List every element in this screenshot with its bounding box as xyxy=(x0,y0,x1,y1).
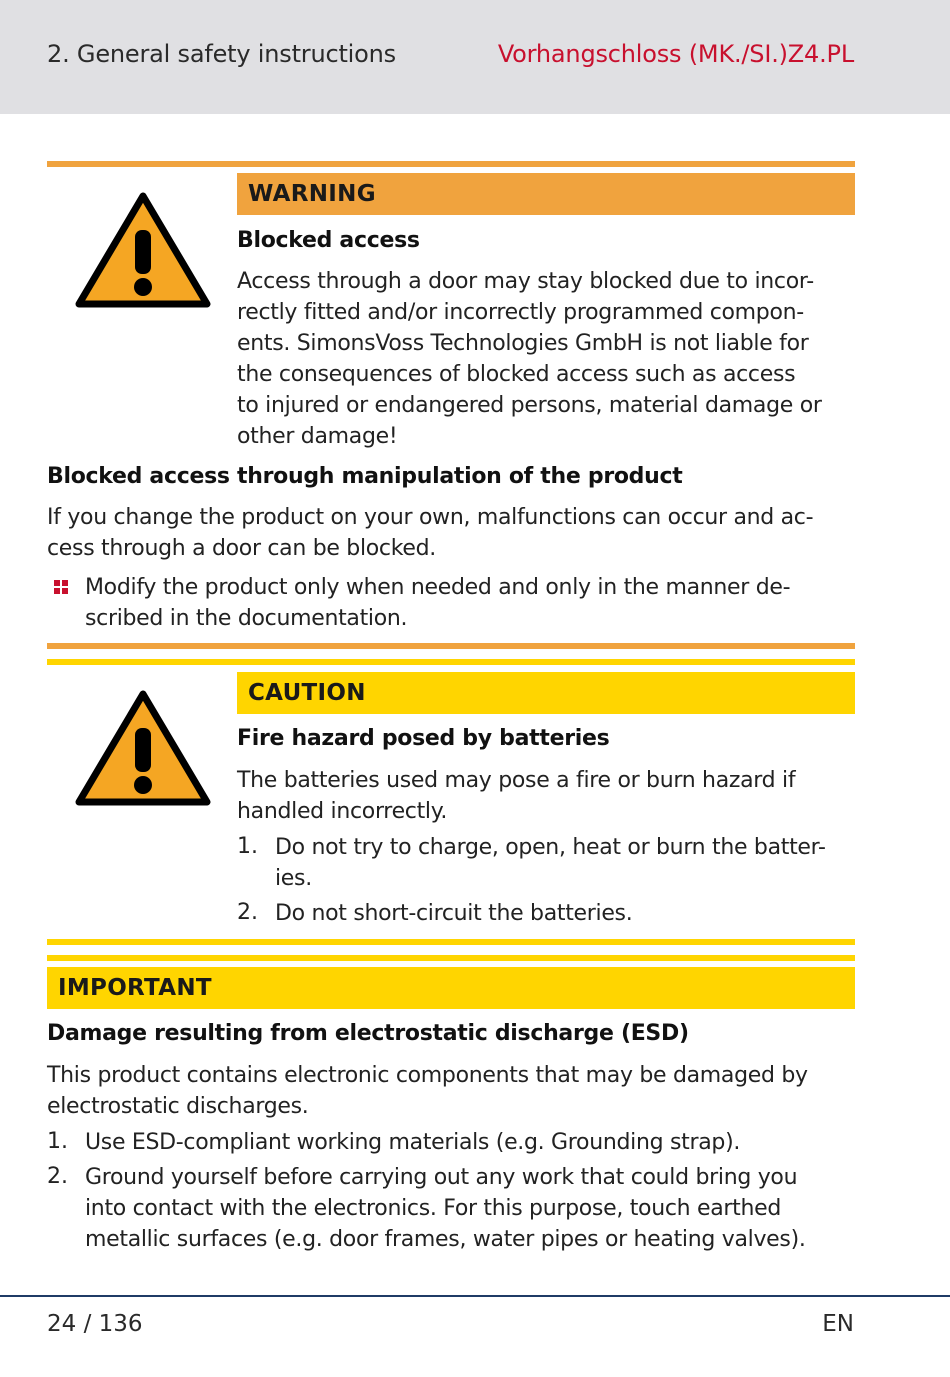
warning-title: Blocked access xyxy=(237,228,420,253)
warning-label: WARNING xyxy=(237,173,855,215)
warning-line: other damage! xyxy=(237,424,398,449)
bullet-line: scribed in the documentation. xyxy=(85,606,408,631)
caution-bottom-rule xyxy=(47,939,855,945)
warning-line: ents. SimonsVoss Technologies GmbH is not liable for xyxy=(237,331,809,356)
important-line: This product contains electronic components that may be damaged by xyxy=(47,1063,808,1088)
section-title: 2. General safety instructions xyxy=(47,40,396,68)
caution-line: handled incorrectly. xyxy=(237,799,448,824)
step-line: Use ESD-compliant working materials (e.g. Grounding strap). xyxy=(85,1130,741,1155)
step-number: 2. xyxy=(237,900,258,925)
step-number: 2. xyxy=(47,1164,68,1189)
step-line: Do not short-circuit the batteries. xyxy=(275,901,633,926)
page-number: 24 / 136 xyxy=(47,1311,143,1337)
caution-line: The batteries used may pose a fire or burn hazard if xyxy=(237,768,796,793)
warning-bottom-rule xyxy=(47,643,855,649)
warning-line: the consequences of blocked access such as access xyxy=(237,362,796,387)
important-title: Damage resulting from electrostatic discharge (ESD) xyxy=(47,1021,689,1046)
step-line: Ground yourself before carrying out any work that could bring you xyxy=(85,1165,798,1190)
important-line: electrostatic discharges. xyxy=(47,1094,309,1119)
manipulation-line: If you change the product on your own, malfunctions can occur and ac- xyxy=(47,505,814,530)
caution-title: Fire hazard posed by batteries xyxy=(237,726,610,751)
step-line: Do not try to charge, open, heat or burn the batter- xyxy=(275,835,826,860)
step-number: 1. xyxy=(47,1129,68,1154)
important-top-rule xyxy=(47,955,855,961)
caution-label: CAUTION xyxy=(237,672,855,714)
important-label: IMPORTANT xyxy=(47,967,855,1009)
step-line: into contact with the electronics. For this purpose, touch earthed xyxy=(85,1196,782,1221)
caution-sign-icon xyxy=(75,688,211,808)
warning-line: to injured or endangered persons, material damage or xyxy=(237,393,822,418)
footer-divider xyxy=(0,1295,950,1297)
language-code: EN xyxy=(822,1311,854,1337)
page-header xyxy=(0,0,950,114)
manipulation-line: cess through a door can be blocked. xyxy=(47,536,436,561)
warning-line: Access through a door may stay blocked due to incor- xyxy=(237,269,814,294)
product-title: Vorhangschloss (MK./SI.)Z4.PL xyxy=(497,40,854,68)
step-line: metallic surfaces (e.g. door frames, water pipes or heating valves). xyxy=(85,1227,806,1252)
warning-line: rectly fitted and/or incorrectly programmed compon- xyxy=(237,300,804,325)
caution-top-rule xyxy=(47,659,855,665)
step-line: ies. xyxy=(275,866,312,891)
bullet-icon xyxy=(54,580,68,594)
bullet-line: Modify the product only when needed and only in the manner de- xyxy=(85,575,791,600)
warning-top-rule xyxy=(47,161,855,167)
warning-sign-icon xyxy=(75,190,211,310)
step-number: 1. xyxy=(237,834,258,859)
manipulation-heading: Blocked access through manipulation of the product xyxy=(47,464,683,489)
